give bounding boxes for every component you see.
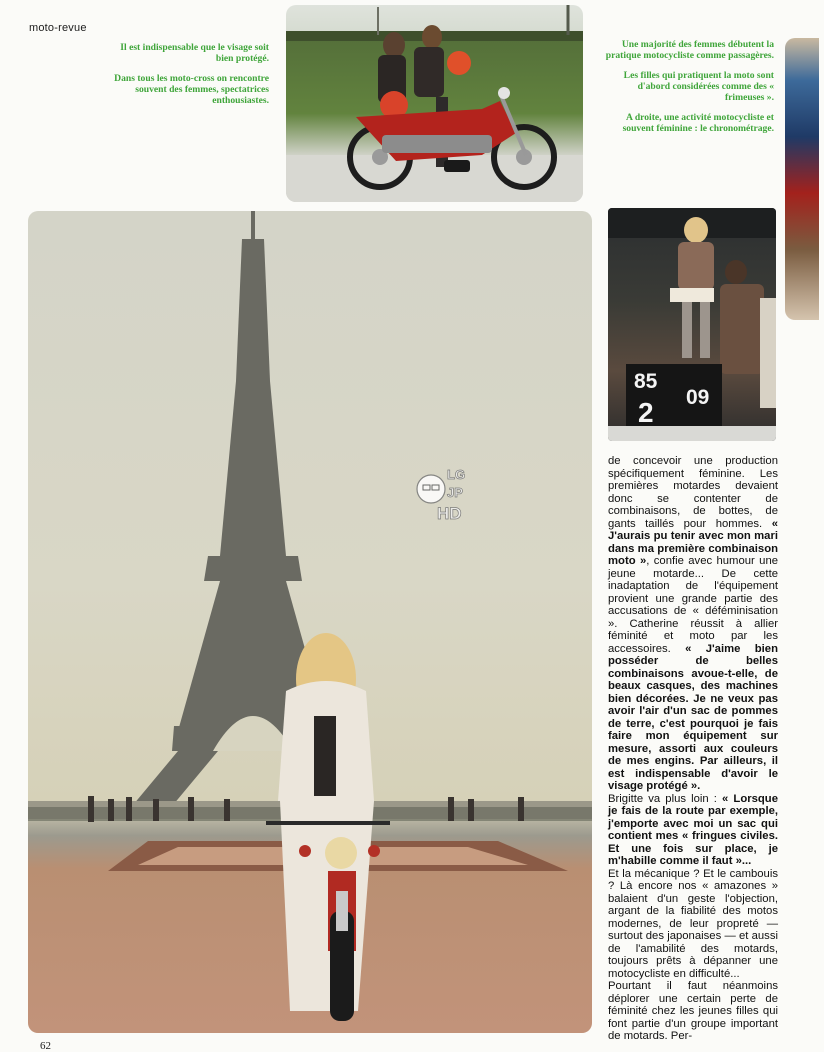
chronometrage-photo: [608, 208, 776, 441]
chrono-number-bottom-left: 2: [638, 397, 654, 428]
article-p1-quote-catherine: « J'aime bien posséder de belles combinaisons avoue-t-elle, de beaux casques, des machines bien décorées. Je ne veux pas avoir l'air d'un sac de pommes de terre, c'est pourquoi je fais faire mon équipement sur mesure, assorti aux couleurs de mes engins. Par ailleurs, il est indispensable d'avoir le visage protégé ».: [608, 642, 778, 792]
article-text: [608, 455, 778, 1043]
chrono-number-bottom-right: 09: [686, 386, 710, 409]
caption-passengers: Une majorité des femmes débutent la pratique motocycliste comme passagères.: [605, 39, 774, 61]
caption-motocross-spectators: Dans tous les moto-cross on rencontre souvent des femmes, spectatrices enthousiastes.: [114, 73, 269, 106]
caption-frimeuses: Les filles qui pratiquent la moto sont d'abord considérées comme des « frimeuses ».: [623, 70, 774, 103]
watermark-line-3: HD: [437, 504, 462, 523]
captions-left: [112, 42, 269, 115]
magazine-header: moto-revue: [29, 22, 87, 34]
eiffel-tower-photo: [28, 211, 592, 1033]
watermark-line-2: JP: [447, 485, 463, 500]
eiffel-tower-illustration: [28, 211, 592, 1033]
watermark-line-1: LG: [447, 467, 466, 482]
captions-right: [598, 39, 774, 143]
article-p2-text-a: Brigitte va plus loin :: [608, 792, 723, 805]
chrono-number-top: 85: [634, 370, 658, 393]
couple-motorcycle-illustration: [286, 5, 583, 202]
adjacent-page-photo-strip: [785, 38, 819, 320]
article-paragraph-1: [608, 455, 778, 793]
chronometrage-illustration: [608, 208, 776, 441]
article-paragraph-3: Et la mécanique ? Et le cambouis ? Là encore nos « amazones » balaient d'un geste l'objection, argant de la fiabilité des motos modernes, de leur propreté — surtout des japonaises — et aussi de l'amabilité des motards, toujours prêts à dépanner une motocycliste en difficulté...: [608, 867, 778, 980]
portrait-logo-icon: [417, 475, 445, 503]
article-p1-text-c: , confie avec humour une jeune motarde... De cette inadaptation de l'équipement provient une grande partie des accusations de « déféminisation ». Catherine réussit à allier féminité et moto par les accessoires.: [608, 555, 779, 655]
lgjphd-watermark: [413, 463, 479, 527]
article-paragraph-2: [608, 793, 778, 868]
couple-motorcycle-photo: [286, 5, 583, 202]
article-p2-quote-brigitte: « Lorsque je fais de la route par exemple, j'emporte avec moi un sac qui contient mes « fringues civiles. Et une fois sur place, je m'habille comme il faut »...: [608, 792, 778, 867]
page-number: 62: [40, 1040, 51, 1052]
caption-face-protection: Il est indispensable que le visage soit bien protégé.: [120, 42, 269, 64]
article-p1-quote-combinaison: « J'aurais pu tenir avec mon mari dans ma première combinaison moto »: [608, 517, 778, 567]
article-paragraph-4: Pourtant il faut néanmoins déplorer une certain perte de féminité chez les jeunes filles qui font partie d'un groupe important de motards. Per-: [608, 980, 778, 1042]
article-p1-text-a: de concevoir une production spécifiquement féminine. Les premières motardes devaient donc se contenter de combinaisons, de bottes, de gants taillés pour hommes.: [608, 455, 778, 530]
caption-chronometrage: A droite, une activité motocycliste et souvent féminine : le chronométrage.: [622, 112, 774, 134]
